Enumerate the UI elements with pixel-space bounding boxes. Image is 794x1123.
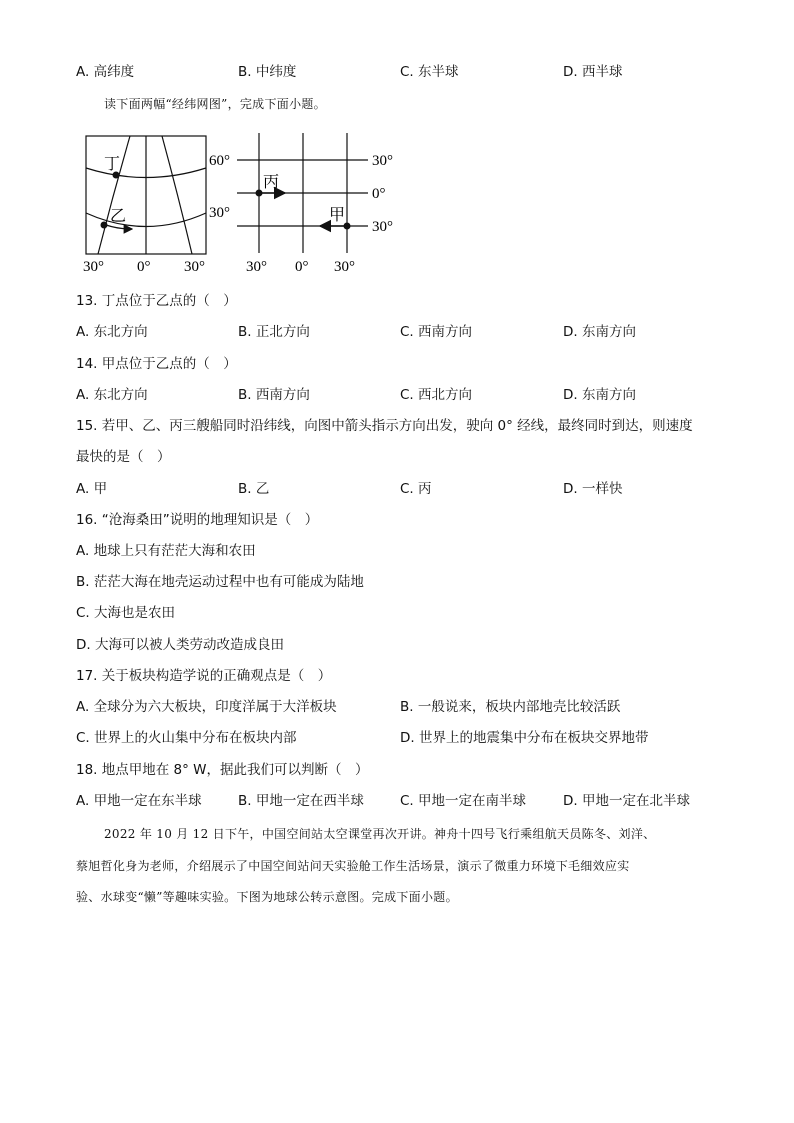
q16-option-a: A. 地球上只有茫茫大海和农田 xyxy=(76,543,256,559)
q17-option-b: B. 一般说来，板块内部地壳比较活跃 xyxy=(400,699,621,715)
right-lon-30-west-label: 30° xyxy=(246,259,267,275)
left-lat-30-label: 30° xyxy=(209,205,230,221)
left-lon-30-west-label: 30° xyxy=(83,259,104,275)
q18-option-c: C. 甲地一定在南半球 xyxy=(400,793,527,809)
q13-option-c: C. 西南方向 xyxy=(400,324,473,340)
question-16-stem: 16. “沧海桑田”说明的地理知识是（ ） xyxy=(76,512,319,528)
q17-option-c: C. 世界上的火山集中分布在板块内部 xyxy=(76,730,297,746)
q16-option-b: B. 茫茫大海在地壳运动过程中也有可能成为陆地 xyxy=(76,574,364,590)
q15-option-b: B. 乙 xyxy=(238,481,270,497)
q17-option-a: A. 全球分为六大板块，印度洋属于大洋板块 xyxy=(76,699,337,715)
point-ding-label: 丁 xyxy=(104,156,121,173)
question-15-stem-line2: 最快的是（ ） xyxy=(76,449,171,465)
q14-option-c: C. 西北方向 xyxy=(400,387,473,403)
q16-option-d: D. 大海可以被人类劳动改造成良田 xyxy=(76,637,284,653)
passage-line-3: 验、水球变“懒”等趣味实验。下图为地球公转示意图。完成下面小题。 xyxy=(76,890,458,904)
graticule-figure xyxy=(0,125,794,285)
right-lon-0-label: 0° xyxy=(295,259,309,275)
q18-option-a: A. 甲地一定在东半球 xyxy=(76,793,202,809)
left-lat-60-label: 60° xyxy=(209,153,230,169)
q16-option-c: C. 大海也是农田 xyxy=(76,605,176,621)
q14-option-a: A. 东北方向 xyxy=(76,387,148,403)
q15-option-c: C. 丙 xyxy=(400,481,432,497)
point-jia-label: 甲 xyxy=(329,207,346,224)
q18-option-b: B. 甲地一定在西半球 xyxy=(238,793,364,809)
question-13-stem: 13. 丁点位于乙点的（ ） xyxy=(76,293,237,309)
right-lat-30n-label: 30° xyxy=(372,153,393,169)
right-lon-30-east-label: 30° xyxy=(334,259,355,275)
left-map-meridian-right xyxy=(162,136,192,254)
left-map xyxy=(86,136,206,254)
point-bing-label: 丙 xyxy=(263,174,280,191)
q14-option-b: B. 西南方向 xyxy=(238,387,310,403)
passage-line-2: 蔡旭哲化身为老师，介绍展示了中国空间站问天实验舱工作生活场景，演示了微重力环境下毛细效应实 xyxy=(76,859,630,873)
q18-option-d: D. 甲地一定在北半球 xyxy=(563,793,690,809)
left-lon-0-label: 0° xyxy=(137,259,151,275)
q15-option-d: D. 一样快 xyxy=(563,481,623,497)
q15-option-a: A. 甲 xyxy=(76,481,108,497)
q13-option-a: A. 东北方向 xyxy=(76,324,148,340)
intro-text: 读下面两幅“经纬网图”，完成下面小题。 xyxy=(104,97,326,111)
passage-line-1: 2022 年 10 月 12 日下午，中国空间站太空课堂再次开讲。神舟十四号飞行乘组航天员陈冬、刘洋、 xyxy=(104,827,656,841)
q13-option-d: D. 东南方向 xyxy=(563,324,636,340)
left-lon-30-east-label: 30° xyxy=(184,259,205,275)
q12-option-b: B. 中纬度 xyxy=(238,64,297,80)
q13-option-b: B. 正北方向 xyxy=(238,324,310,340)
right-lat-0-label: 0° xyxy=(372,186,386,202)
q14-option-d: D. 东南方向 xyxy=(563,387,636,403)
question-17-stem: 17. 关于板块构造学说的正确观点是（ ） xyxy=(76,668,332,684)
q12-option-c: C. 东半球 xyxy=(400,64,459,80)
right-lat-30s-label: 30° xyxy=(372,219,393,235)
q12-option-d: D. 西半球 xyxy=(563,64,623,80)
q12-option-a: A. 高纬度 xyxy=(76,64,135,80)
point-yi-label: 乙 xyxy=(110,208,127,225)
q17-option-d: D. 世界上的地震集中分布在板块交界地带 xyxy=(400,730,649,746)
question-14-stem: 14. 甲点位于乙点的（ ） xyxy=(76,356,237,372)
left-map-meridian-left xyxy=(98,136,130,254)
question-18-stem: 18. 地点甲地在 8° W，据此我们可以判断（ ） xyxy=(76,762,369,778)
question-15-stem-line1: 15. 若甲、乙、丙三艘船同时沿纬线，向图中箭头指示方向出发，驶向 0° 经线，最终同时到达，则速度 xyxy=(76,418,693,434)
